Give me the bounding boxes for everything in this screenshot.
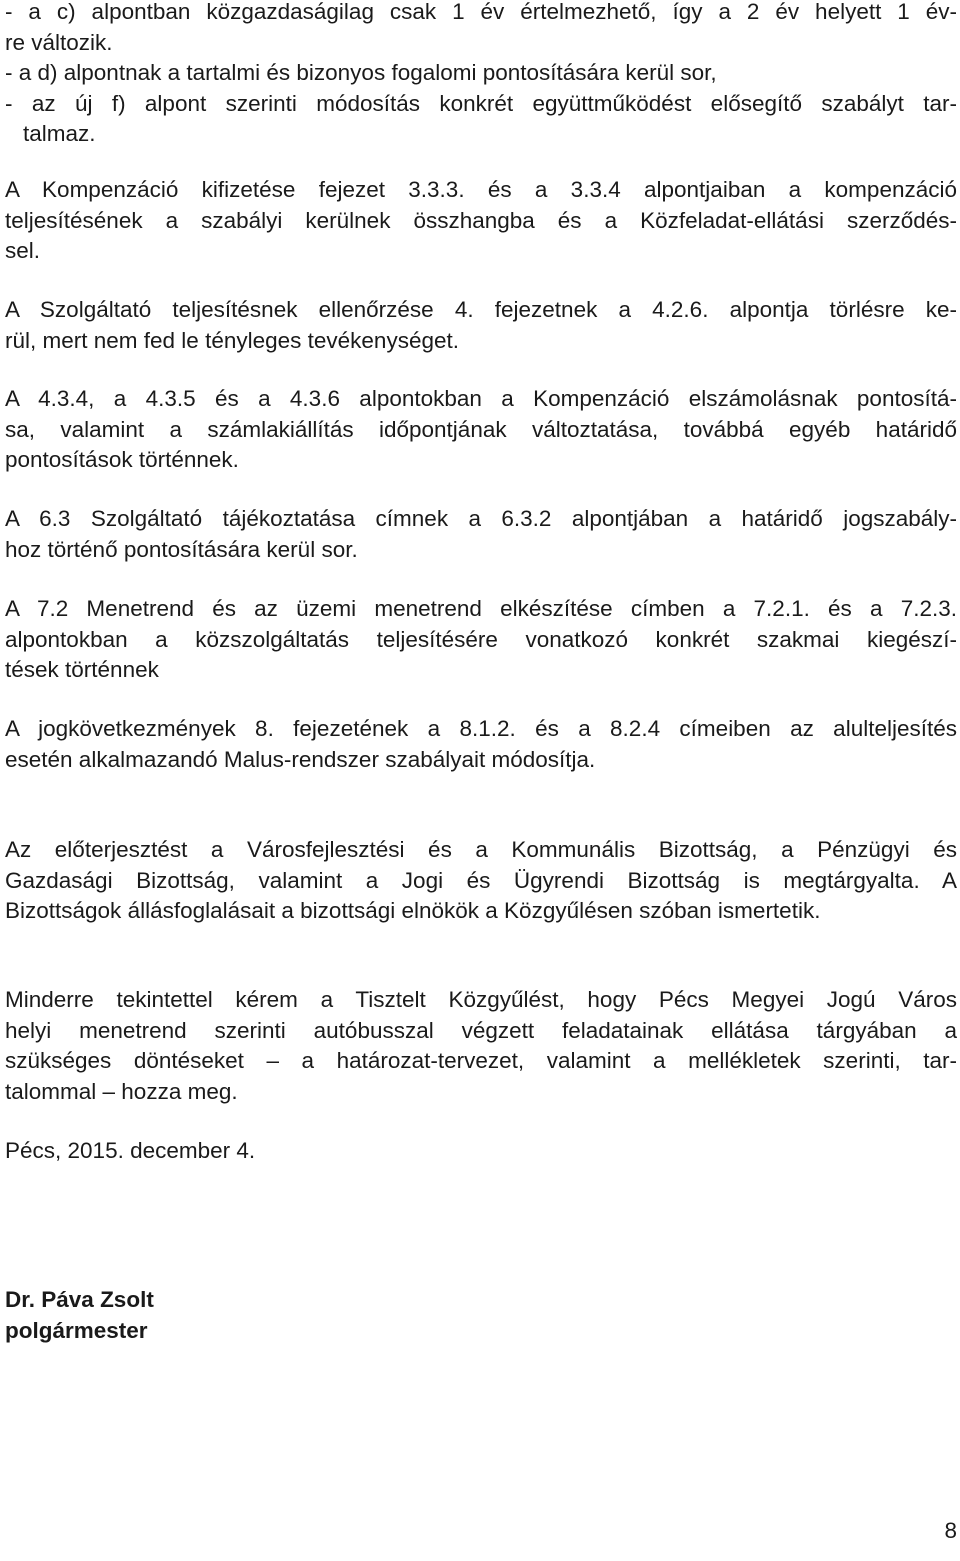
- paragraph-amendment-list: [5, 0, 957, 150]
- page-number: 8: [944, 1518, 957, 1543]
- text-line: re változik.: [5, 29, 113, 55]
- date: Pécs, 2015. december 4.: [5, 1138, 256, 1163]
- paragraph-consequences: [5, 714, 957, 775]
- text-line: A 7.2 Menetrend és az üzemi menetrend elkészítése címben a 7.2.1. és a 7.2.3.: [5, 596, 957, 621]
- paragraph-committees: [5, 835, 957, 927]
- date-line: [5, 1136, 957, 1167]
- text-line: talommal – hozza meg.: [5, 1078, 238, 1104]
- text-line: A 4.3.4, a 4.3.5 és a 4.3.6 alpontokban a Kompenzáció elszámolásnak pontosítá-: [5, 386, 957, 411]
- text-line: pontosítások történnek.: [5, 447, 239, 472]
- text-line: A Szolgáltató teljesítésnek ellenőrzése 4. fejezetnek a 4.2.6. alpontja törlésre ke-: [5, 297, 957, 322]
- paragraph-service-check: [5, 295, 957, 356]
- text-line: sel.: [5, 238, 41, 263]
- text-line: helyi menetrend szerinti autóbusszal végzett feladatainak ellátása tárgyában a: [5, 1017, 957, 1043]
- paragraph-compensation: [5, 175, 957, 267]
- signer-name: Dr. Páva Zsolt: [5, 1287, 154, 1312]
- paragraph-information: [5, 504, 957, 565]
- text-line: szükséges döntéseket – a határozat-tervezet, valamint a mellékletek szerinti, tar-: [5, 1048, 957, 1073]
- text-line: - a c) alpontban közgazdaságilag csak 1 év értelmezhető, így a 2 év helyett 1 év-: [5, 0, 957, 24]
- text-line: hoz történő pontosítására kerül sor.: [5, 536, 358, 562]
- text-line: sa, valamint a számlakiállítás időpontjának változtatása, továbbá egyéb határidő: [5, 416, 957, 442]
- text-line: rül, mert nem fed le tényleges tevékenységet.: [5, 327, 459, 353]
- text-line: Bizottságok állásfoglalásait a bizottsági elnökök a Közgyűlésen szóban ismertetik.: [5, 898, 821, 923]
- text-line: talmaz.: [23, 121, 96, 146]
- text-line: alpontokban a közszolgáltatás teljesítésére vonatkozó konkrét szakmai kiegészí-: [5, 626, 957, 652]
- signature-block: [5, 1285, 957, 1346]
- text-line: tések történnek: [5, 657, 159, 682]
- text-line: Az előterjesztést a Városfejlesztési és a Kommunális Bizottság, a Pénzügyi és: [5, 837, 957, 862]
- text-line: A 6.3 Szolgáltató tájékoztatása címnek a 6.3.2 alpontjában a határidő jogszabály-: [5, 506, 957, 531]
- paragraph-request: [5, 985, 957, 1107]
- text-line: - a d) alpontnak a tartalmi és bizonyos fogalomi pontosítására kerül sor,: [5, 60, 717, 85]
- text-line: Minderre tekintettel kérem a Tisztelt Közgyűlést, hogy Pécs Megyei Jogú Város: [5, 987, 957, 1012]
- text-line: A Kompenzáció kifizetése fejezet 3.3.3. és a 3.3.4 alpontjaiban a kompenzáció: [5, 177, 957, 202]
- text-line: teljesítésének a szabályi kerülnek összhangba és a Közfeladat-ellátási szerződés-: [5, 207, 957, 233]
- paragraph-timetable: [5, 594, 957, 686]
- text-line: esetén alkalmazandó Malus-rendszer szabályait módosítja.: [5, 746, 596, 772]
- paragraph-accounting: [5, 384, 957, 476]
- text-line: - az új f) alpont szerinti módosítás konkrét együttműködést elősegítő szabályt tar-: [5, 90, 957, 116]
- text-line: Gazdasági Bizottság, valamint a Jogi és Ügyrendi Bizottság is megtárgyalta. A: [5, 867, 957, 893]
- signer-title: polgármester: [5, 1317, 148, 1343]
- text-line: A jogkövetkezmények 8. fejezetének a 8.1.2. és a 8.2.4 címeiben az alulteljesítés: [5, 716, 957, 741]
